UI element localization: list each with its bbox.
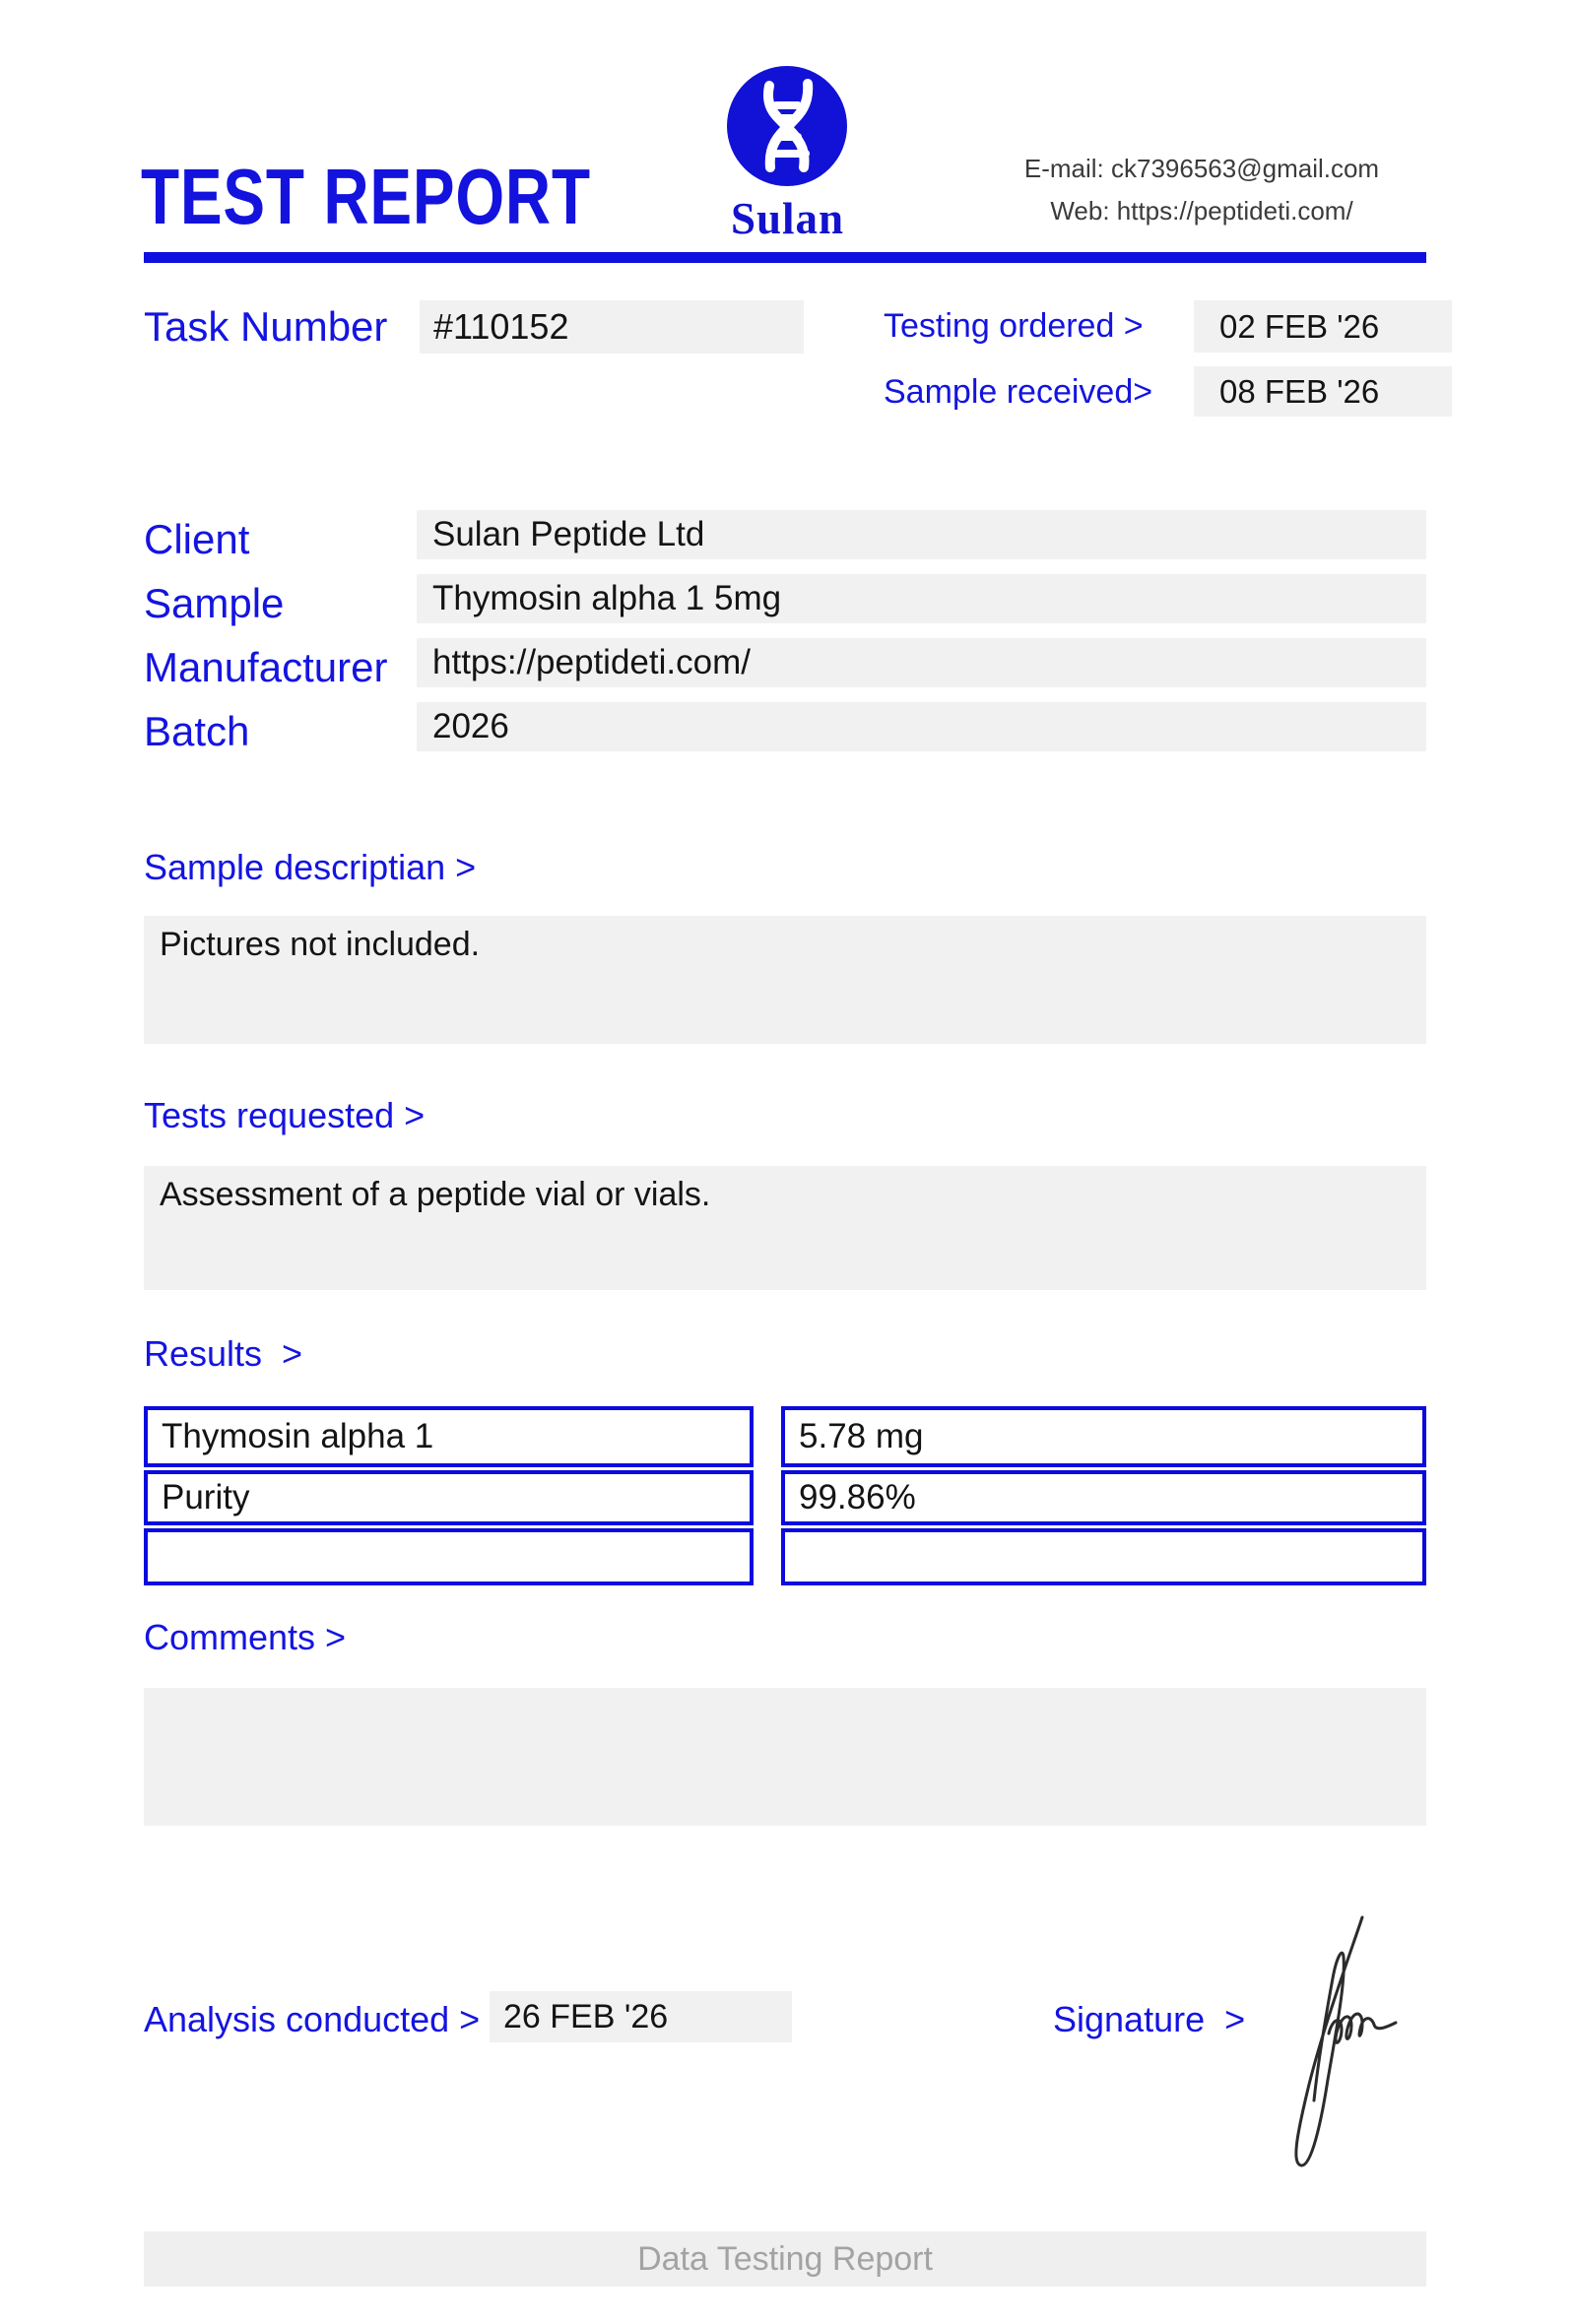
task-number-field: #110152: [420, 300, 804, 354]
results-label: Results >: [144, 1333, 303, 1374]
result-value-cell: [781, 1528, 1426, 1585]
testing-ordered-label: Testing ordered >: [884, 307, 1144, 345]
brand-name: Sulan: [730, 194, 845, 243]
comments-label: Comments >: [144, 1617, 347, 1657]
sample-received-label: Sample received>: [884, 373, 1153, 411]
sample-received-field: 08 FEB '26: [1194, 366, 1452, 417]
signature-label: Signature >: [1053, 1999, 1246, 2039]
dna-helix-icon: [726, 65, 848, 187]
result-value-cell: 99.86%: [781, 1470, 1426, 1525]
footer-text: Data Testing Report: [637, 2240, 933, 2278]
comments-box: [144, 1688, 1426, 1826]
analysis-conducted-label: Analysis conducted >: [144, 1999, 481, 2039]
manufacturer-label: Manufacturer: [144, 644, 388, 690]
analysis-conducted-field: 26 FEB '26: [490, 1991, 792, 2042]
handwritten-signature: [1264, 1905, 1402, 2181]
result-name-cell: Thymosin alpha 1: [144, 1406, 754, 1467]
contact-web[interactable]: Web: https://peptideti.com/: [1050, 196, 1353, 226]
task-number-label: Task Number: [144, 303, 388, 350]
result-value-cell: 5.78 mg: [781, 1406, 1426, 1467]
tests-requested-label: Tests requested >: [144, 1095, 426, 1135]
table-row: [144, 1528, 1426, 1585]
batch-field: 2026: [417, 702, 1426, 751]
header-divider: [144, 252, 1426, 263]
sample-field: Thymosin alpha 1 5mg: [417, 574, 1426, 623]
tests-requested-box: Assessment of a peptide vial or vials.: [144, 1166, 1426, 1290]
batch-label: Batch: [144, 708, 250, 754]
page-title: TEST REPORT: [141, 153, 591, 240]
results-table: [144, 1406, 1426, 1588]
contact-email[interactable]: E-mail: ck7396563@gmail.com: [1023, 154, 1380, 183]
sample-description-box: Pictures not included.: [144, 916, 1426, 1044]
table-row: [144, 1470, 1426, 1525]
result-name-cell: Purity: [144, 1470, 754, 1525]
client-label: Client: [144, 516, 250, 562]
manufacturer-field[interactable]: https://peptideti.com/: [417, 638, 1426, 687]
testing-ordered-field: 02 FEB '26: [1194, 300, 1452, 353]
client-field: Sulan Peptide Ltd: [417, 510, 1426, 559]
table-row: [144, 1406, 1426, 1467]
contact-block: [995, 148, 1409, 232]
sample-description-label: Sample descriptian >: [144, 847, 477, 887]
sample-label: Sample: [144, 580, 285, 626]
footer-bar: [144, 2231, 1426, 2287]
result-name-cell: [144, 1528, 754, 1585]
